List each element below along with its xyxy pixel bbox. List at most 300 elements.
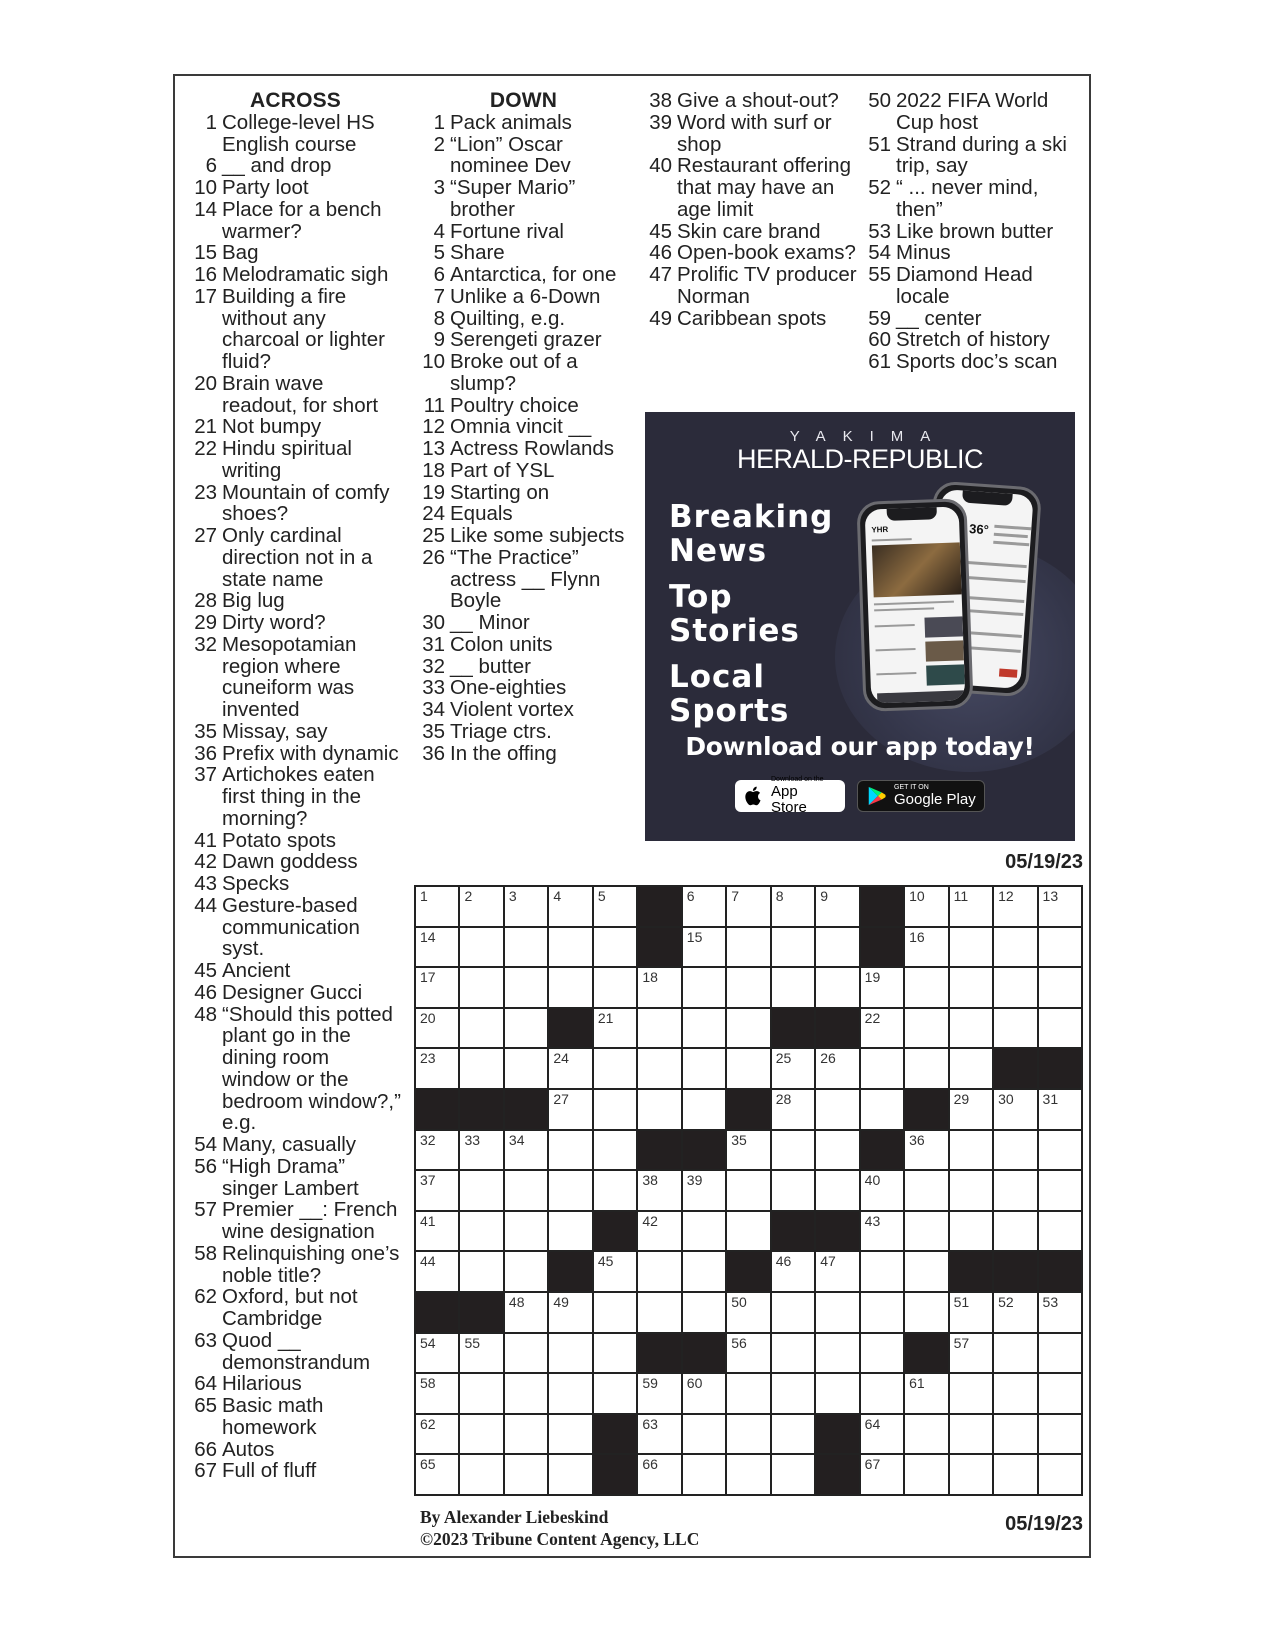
grid-cell[interactable] — [683, 1212, 725, 1251]
grid-cell[interactable] — [772, 1334, 814, 1373]
clue-number: 20 — [194, 371, 217, 395]
clue-number: 43 — [194, 872, 217, 895]
grid-cell[interactable] — [549, 1212, 591, 1251]
clue-text: Bag — [222, 241, 259, 265]
clue-number: 66 — [194, 1437, 217, 1461]
clue-item — [416, 134, 631, 178]
grid-cell[interactable] — [594, 1009, 636, 1048]
grid-cell[interactable] — [683, 1171, 725, 1210]
grid-cell[interactable] — [950, 1049, 992, 1088]
across-clue-list — [188, 112, 403, 1482]
grid-cell[interactable] — [861, 1090, 903, 1129]
grid-cell[interactable] — [772, 1455, 814, 1494]
grid-cell[interactable] — [594, 1252, 636, 1291]
clue-item — [188, 286, 403, 373]
grid-cell[interactable] — [505, 928, 547, 967]
grid-cell[interactable] — [683, 1049, 725, 1088]
grid-cell[interactable] — [416, 968, 458, 1007]
black-square — [727, 1252, 769, 1291]
grid-cell[interactable] — [638, 1049, 680, 1088]
feature-top-stories: Top Stories — [669, 579, 800, 649]
grid-cell[interactable] — [416, 1009, 458, 1048]
clue-text: Triage ctrs. — [450, 719, 552, 743]
grid-cell[interactable] — [1039, 968, 1081, 1007]
grid-cell[interactable] — [772, 1049, 814, 1088]
clue-item — [416, 438, 631, 460]
clue-text: Like brown butter — [896, 219, 1054, 243]
grid-cell[interactable] — [416, 1415, 458, 1454]
google-play-button[interactable] — [857, 780, 985, 812]
clue-number: 5 — [433, 241, 445, 265]
grid-cell[interactable] — [950, 1415, 992, 1454]
phone-image-front — [856, 498, 973, 712]
clue-number: 51 — [868, 132, 891, 156]
black-square — [683, 1334, 725, 1373]
grid-cell[interactable] — [638, 1212, 680, 1251]
grid-cell[interactable] — [994, 887, 1036, 926]
cell-number: 9 — [820, 888, 828, 904]
clue-text: Basic math homework — [222, 1394, 324, 1439]
grid-cell[interactable] — [905, 1455, 947, 1494]
cell-number: 61 — [909, 1375, 925, 1392]
grid-cell[interactable] — [772, 1415, 814, 1454]
grid-cell[interactable] — [816, 1090, 858, 1129]
grid-cell[interactable] — [816, 968, 858, 1007]
grid-cell[interactable] — [505, 887, 547, 926]
grid-cell[interactable] — [460, 968, 502, 1007]
grid-cell[interactable] — [505, 1171, 547, 1210]
grid-cell[interactable] — [683, 1415, 725, 1454]
grid-cell[interactable] — [505, 968, 547, 1007]
grid-cell[interactable] — [683, 887, 725, 926]
grid-cell[interactable] — [816, 1049, 858, 1088]
cell-number: 4 — [553, 888, 562, 904]
grid-cell[interactable] — [950, 1455, 992, 1494]
grid-cell[interactable] — [549, 1415, 591, 1454]
grid-cell[interactable] — [950, 968, 992, 1007]
grid-cell[interactable] — [638, 1009, 680, 1048]
grid-cell[interactable] — [905, 1131, 947, 1170]
grid-cell[interactable] — [994, 1374, 1036, 1413]
clue-item — [643, 90, 858, 112]
grid-cell[interactable] — [416, 887, 458, 926]
grid-cell[interactable] — [505, 1049, 547, 1088]
grid-cell[interactable] — [594, 1131, 636, 1170]
apple-icon — [743, 785, 765, 807]
grid-cell[interactable] — [905, 1374, 947, 1413]
grid-cell[interactable] — [460, 1131, 502, 1170]
clue-text: Restaurant offering that may have an age limit — [677, 154, 851, 221]
grid-cell[interactable] — [505, 1455, 547, 1494]
grid-cell[interactable] — [594, 1334, 636, 1373]
grid-cell[interactable] — [460, 887, 502, 926]
grid-cell[interactable] — [594, 1171, 636, 1210]
clue-text: Stretch of history — [896, 328, 1050, 352]
grid-cell[interactable] — [950, 1090, 992, 1129]
grid-cell[interactable] — [416, 1334, 458, 1373]
clue-item — [188, 242, 403, 264]
grid-cell[interactable] — [460, 1374, 502, 1413]
grid-cell[interactable] — [416, 1374, 458, 1413]
cell-number: 21 — [597, 1009, 614, 1026]
grid-cell[interactable] — [727, 1171, 769, 1210]
clue-item — [416, 329, 631, 351]
grid-cell[interactable] — [994, 1334, 1036, 1373]
clue-item — [643, 308, 858, 330]
grid-cell[interactable] — [683, 1455, 725, 1494]
black-square — [549, 1252, 591, 1291]
grid-cell[interactable] — [1039, 1171, 1081, 1210]
clue-text: Omnia vincit __ — [450, 415, 592, 439]
grid-cell[interactable] — [950, 928, 992, 967]
clue-item — [416, 112, 631, 134]
app-store-button[interactable] — [735, 776, 845, 816]
grid-cell[interactable] — [861, 1415, 903, 1454]
grid-cell[interactable] — [727, 1009, 769, 1048]
clue-item — [188, 525, 403, 590]
grid-cell[interactable] — [727, 1049, 769, 1088]
grid-cell[interactable] — [594, 968, 636, 1007]
grid-cell[interactable] — [638, 1293, 680, 1332]
clue-item — [188, 1134, 403, 1156]
weather-temp: 36° — [968, 521, 990, 538]
grid-cell[interactable] — [905, 1252, 947, 1291]
grid-cell[interactable] — [416, 1212, 458, 1251]
grid-cell[interactable] — [638, 1455, 680, 1494]
grid-cell[interactable] — [994, 1212, 1036, 1251]
grid-cell[interactable] — [994, 1455, 1036, 1494]
grid-cell[interactable] — [683, 928, 725, 967]
grid-cell[interactable] — [505, 1415, 547, 1454]
grid-cell[interactable] — [505, 1212, 547, 1251]
cell-number: 38 — [642, 1172, 658, 1189]
clue-item — [416, 221, 631, 243]
grid-cell[interactable] — [816, 1252, 858, 1291]
black-square — [1039, 1049, 1081, 1088]
black-square — [861, 928, 903, 967]
grid-cell[interactable] — [861, 1455, 903, 1494]
grid-cell[interactable] — [772, 1252, 814, 1291]
cell-number: 36 — [909, 1131, 925, 1148]
grid-cell[interactable] — [683, 968, 725, 1007]
clue-text: Starting on — [450, 480, 550, 504]
grid-cell[interactable] — [505, 1374, 547, 1413]
clue-number: 12 — [422, 415, 445, 439]
grid-cell[interactable] — [1039, 1131, 1081, 1170]
grid-cell[interactable] — [727, 1415, 769, 1454]
grid-cell[interactable] — [727, 928, 769, 967]
grid-cell[interactable] — [505, 1009, 547, 1048]
clue-item — [188, 373, 403, 417]
grid-cell[interactable] — [416, 1252, 458, 1291]
grid-cell[interactable] — [772, 928, 814, 967]
grid-cell[interactable] — [638, 1090, 680, 1129]
grid-cell[interactable] — [905, 887, 947, 926]
clue-text: __ Minor — [450, 611, 530, 634]
clue-number: 4 — [433, 219, 445, 243]
grid-cell[interactable] — [905, 1171, 947, 1210]
clue-number: 35 — [194, 719, 217, 743]
grid-cell[interactable] — [505, 1293, 547, 1332]
google-play-large-text: Google Play — [894, 791, 976, 808]
cell-number: 43 — [864, 1212, 881, 1229]
black-square — [638, 1131, 680, 1170]
grid-cell[interactable] — [950, 1009, 992, 1048]
clue-text: Autos — [222, 1437, 275, 1461]
grid-cell[interactable] — [683, 1252, 725, 1291]
grid-cell[interactable] — [460, 928, 502, 967]
grid-cell[interactable] — [594, 1293, 636, 1332]
cell-number: 8 — [775, 888, 784, 904]
grid-cell[interactable] — [772, 1293, 814, 1332]
clue-text: Building a fire without any charcoal or lighter fluid? — [222, 284, 385, 373]
grid-cell[interactable] — [905, 1415, 947, 1454]
grid-cell[interactable] — [460, 1455, 502, 1494]
grid-cell[interactable] — [950, 1131, 992, 1170]
clue-item — [862, 351, 1087, 373]
clue-text: Colon units — [450, 632, 553, 656]
grid-cell[interactable] — [1039, 928, 1081, 967]
grid-cell[interactable] — [994, 1090, 1036, 1129]
grid-cell[interactable] — [416, 928, 458, 967]
grid-cell[interactable] — [816, 887, 858, 926]
grid-cell[interactable] — [460, 1252, 502, 1291]
clue-number: 53 — [868, 219, 891, 243]
grid-cell[interactable] — [905, 968, 947, 1007]
grid-cell[interactable] — [549, 1374, 591, 1413]
clue-text: Many, casually — [222, 1133, 357, 1156]
cell-number: 35 — [731, 1131, 747, 1148]
grid-cell[interactable] — [994, 1009, 1036, 1048]
grid-cell[interactable] — [727, 1212, 769, 1251]
grid-cell[interactable] — [861, 968, 903, 1007]
grid-cell[interactable] — [1039, 1415, 1081, 1454]
grid-cell[interactable] — [549, 928, 591, 967]
clue-item — [643, 221, 858, 243]
grid-cell[interactable] — [772, 887, 814, 926]
grid-cell[interactable] — [549, 1049, 591, 1088]
grid-cell[interactable] — [683, 1090, 725, 1129]
grid-cell[interactable] — [638, 1415, 680, 1454]
clue-number: 8 — [433, 306, 445, 330]
cell-number: 57 — [953, 1334, 970, 1351]
grid-cell[interactable] — [772, 968, 814, 1007]
grid-cell[interactable] — [994, 1415, 1036, 1454]
clue-text: Prefix with dynamic — [222, 741, 399, 765]
clue-text: __ and drop — [222, 154, 332, 178]
grid-cell[interactable] — [861, 1171, 903, 1210]
grid-cell[interactable] — [994, 928, 1036, 967]
grid-cell[interactable] — [1039, 887, 1081, 926]
grid-cell[interactable] — [905, 1009, 947, 1048]
grid-cell[interactable] — [683, 1009, 725, 1048]
grid-cell[interactable] — [861, 1252, 903, 1291]
black-square — [816, 1212, 858, 1251]
grid-cell[interactable] — [727, 1131, 769, 1170]
grid-cell[interactable] — [861, 1293, 903, 1332]
cell-number: 67 — [864, 1456, 881, 1473]
clue-text: Give a shout-out? — [677, 89, 839, 112]
grid-cell[interactable] — [905, 928, 947, 967]
grid-cell[interactable] — [594, 1374, 636, 1413]
clue-text: Mountain of comfy shoes? — [222, 480, 390, 526]
grid-cell[interactable] — [638, 1171, 680, 1210]
cell-number: 40 — [864, 1172, 881, 1189]
grid-cell[interactable] — [594, 928, 636, 967]
grid-cell[interactable] — [549, 887, 591, 926]
grid-cell[interactable] — [772, 1374, 814, 1413]
grid-cell[interactable] — [549, 1131, 591, 1170]
grid-cell[interactable] — [816, 1171, 858, 1210]
grid-cell[interactable] — [816, 1131, 858, 1170]
grid-cell[interactable] — [994, 1131, 1036, 1170]
cell-number: 30 — [998, 1090, 1014, 1107]
grid-cell[interactable] — [861, 1334, 903, 1373]
grid-cell[interactable] — [950, 887, 992, 926]
black-square — [950, 1252, 992, 1291]
grid-cell[interactable] — [1039, 1212, 1081, 1251]
grid-cell[interactable] — [549, 1455, 591, 1494]
grid-cell[interactable] — [727, 887, 769, 926]
grid-cell[interactable] — [638, 1374, 680, 1413]
clue-text: Broke out of a slump? — [450, 350, 578, 395]
grid-cell[interactable] — [905, 1049, 947, 1088]
clue-text: Full of fluff — [222, 1459, 317, 1483]
grid-cell[interactable] — [1039, 1455, 1081, 1494]
grid-cell[interactable] — [950, 1334, 992, 1373]
grid-cell[interactable] — [950, 1293, 992, 1332]
clue-text: Actress Rowlands — [450, 437, 615, 460]
clue-item — [188, 199, 403, 243]
grid-cell[interactable] — [1039, 1090, 1081, 1129]
publisher-top-line: YAKIMA — [789, 428, 948, 445]
cell-number: 63 — [642, 1415, 658, 1432]
clue-text: Hindu spiritual writing — [222, 437, 352, 482]
grid-cell[interactable] — [416, 1455, 458, 1494]
grid-cell[interactable] — [772, 1131, 814, 1170]
grid-cell[interactable] — [727, 1334, 769, 1373]
grid-cell[interactable] — [994, 1293, 1036, 1332]
grid-cell[interactable] — [460, 1212, 502, 1251]
grid-cell[interactable] — [683, 1374, 725, 1413]
clue-item — [416, 308, 631, 330]
clue-number: 54 — [194, 1133, 217, 1156]
grid-cell[interactable] — [816, 1334, 858, 1373]
grid-cell[interactable] — [460, 1415, 502, 1454]
clue-item — [862, 177, 1087, 221]
grid-cell[interactable] — [994, 968, 1036, 1007]
grid-cell[interactable] — [505, 1252, 547, 1291]
grid-cell[interactable] — [1039, 1374, 1081, 1413]
grid-cell[interactable] — [460, 1049, 502, 1088]
grid-cell[interactable] — [727, 1374, 769, 1413]
grid-cell[interactable] — [505, 1131, 547, 1170]
grid-cell[interactable] — [727, 968, 769, 1007]
grid-cell[interactable] — [416, 1171, 458, 1210]
clue-number: 40 — [649, 154, 672, 178]
clue-number: 58 — [194, 1241, 217, 1265]
clue-number: 60 — [868, 328, 891, 352]
google-play-small-text: GET IT ON — [894, 784, 929, 791]
grid-cell[interactable] — [549, 1090, 591, 1129]
clue-text: In the offing — [450, 741, 557, 765]
grid-cell[interactable] — [994, 1171, 1036, 1210]
grid-cell[interactable] — [905, 1212, 947, 1251]
grid-cell[interactable] — [1039, 1293, 1081, 1332]
cell-number: 58 — [420, 1375, 436, 1392]
cell-number: 28 — [775, 1090, 792, 1107]
grid-cell[interactable] — [549, 968, 591, 1007]
clue-text: Premier __: French wine designation — [222, 1198, 398, 1243]
clue-item — [188, 177, 403, 199]
grid-cell[interactable] — [549, 1293, 591, 1332]
grid-cell[interactable] — [950, 1171, 992, 1210]
grid-cell[interactable] — [594, 1090, 636, 1129]
grid-cell[interactable] — [416, 1131, 458, 1170]
cell-number: 59 — [642, 1375, 658, 1392]
grid-cell[interactable] — [460, 1171, 502, 1210]
store-badges — [645, 776, 1075, 816]
grid-cell[interactable] — [594, 887, 636, 926]
grid-cell[interactable] — [505, 1334, 547, 1373]
clue-item — [188, 1286, 403, 1330]
grid-cell[interactable] — [816, 1293, 858, 1332]
grid-cell[interactable] — [861, 1049, 903, 1088]
clue-item — [416, 460, 631, 482]
grid-cell[interactable] — [549, 1334, 591, 1373]
cell-number: 45 — [597, 1253, 614, 1270]
clue-text: Antarctica, for one — [450, 263, 617, 286]
grid-cell[interactable] — [950, 1212, 992, 1251]
clue-item — [862, 90, 1087, 134]
grid-cell[interactable] — [727, 1293, 769, 1332]
grid-cell[interactable] — [727, 1455, 769, 1494]
grid-cell[interactable] — [638, 968, 680, 1007]
clue-text: Word with surf or shop — [677, 110, 832, 156]
black-square — [727, 1090, 769, 1129]
clue-text: Quilting, e.g. — [450, 306, 566, 330]
app-advertisement[interactable] — [645, 412, 1075, 841]
grid-cell[interactable] — [772, 1171, 814, 1210]
grid-cell[interactable] — [460, 1334, 502, 1373]
grid-cell[interactable] — [460, 1009, 502, 1048]
grid-cell[interactable] — [1039, 1334, 1081, 1373]
clue-item — [416, 525, 631, 547]
grid-cell[interactable] — [638, 1252, 680, 1291]
grid-cell[interactable] — [683, 1293, 725, 1332]
clue-text: College-level HS English course — [222, 110, 375, 156]
grid-cell[interactable] — [772, 1090, 814, 1129]
grid-cell[interactable] — [950, 1374, 992, 1413]
grid-cell[interactable] — [816, 1374, 858, 1413]
crossword-grid[interactable] — [414, 885, 1083, 1496]
grid-cell[interactable] — [416, 1049, 458, 1088]
grid-cell[interactable] — [816, 928, 858, 967]
grid-cell[interactable] — [549, 1171, 591, 1210]
cell-number: 2 — [464, 888, 473, 904]
clue-item — [188, 590, 403, 612]
clue-item — [188, 438, 403, 482]
clue-text: Party loot — [222, 176, 309, 199]
clue-number: 14 — [194, 197, 217, 221]
grid-cell[interactable] — [861, 1212, 903, 1251]
grid-cell[interactable] — [905, 1293, 947, 1332]
grid-cell[interactable] — [1039, 1009, 1081, 1048]
grid-cell[interactable] — [861, 1374, 903, 1413]
across-heading: ACROSS — [249, 89, 342, 112]
grid-cell[interactable] — [594, 1049, 636, 1088]
grid-cell[interactable] — [861, 1009, 903, 1048]
